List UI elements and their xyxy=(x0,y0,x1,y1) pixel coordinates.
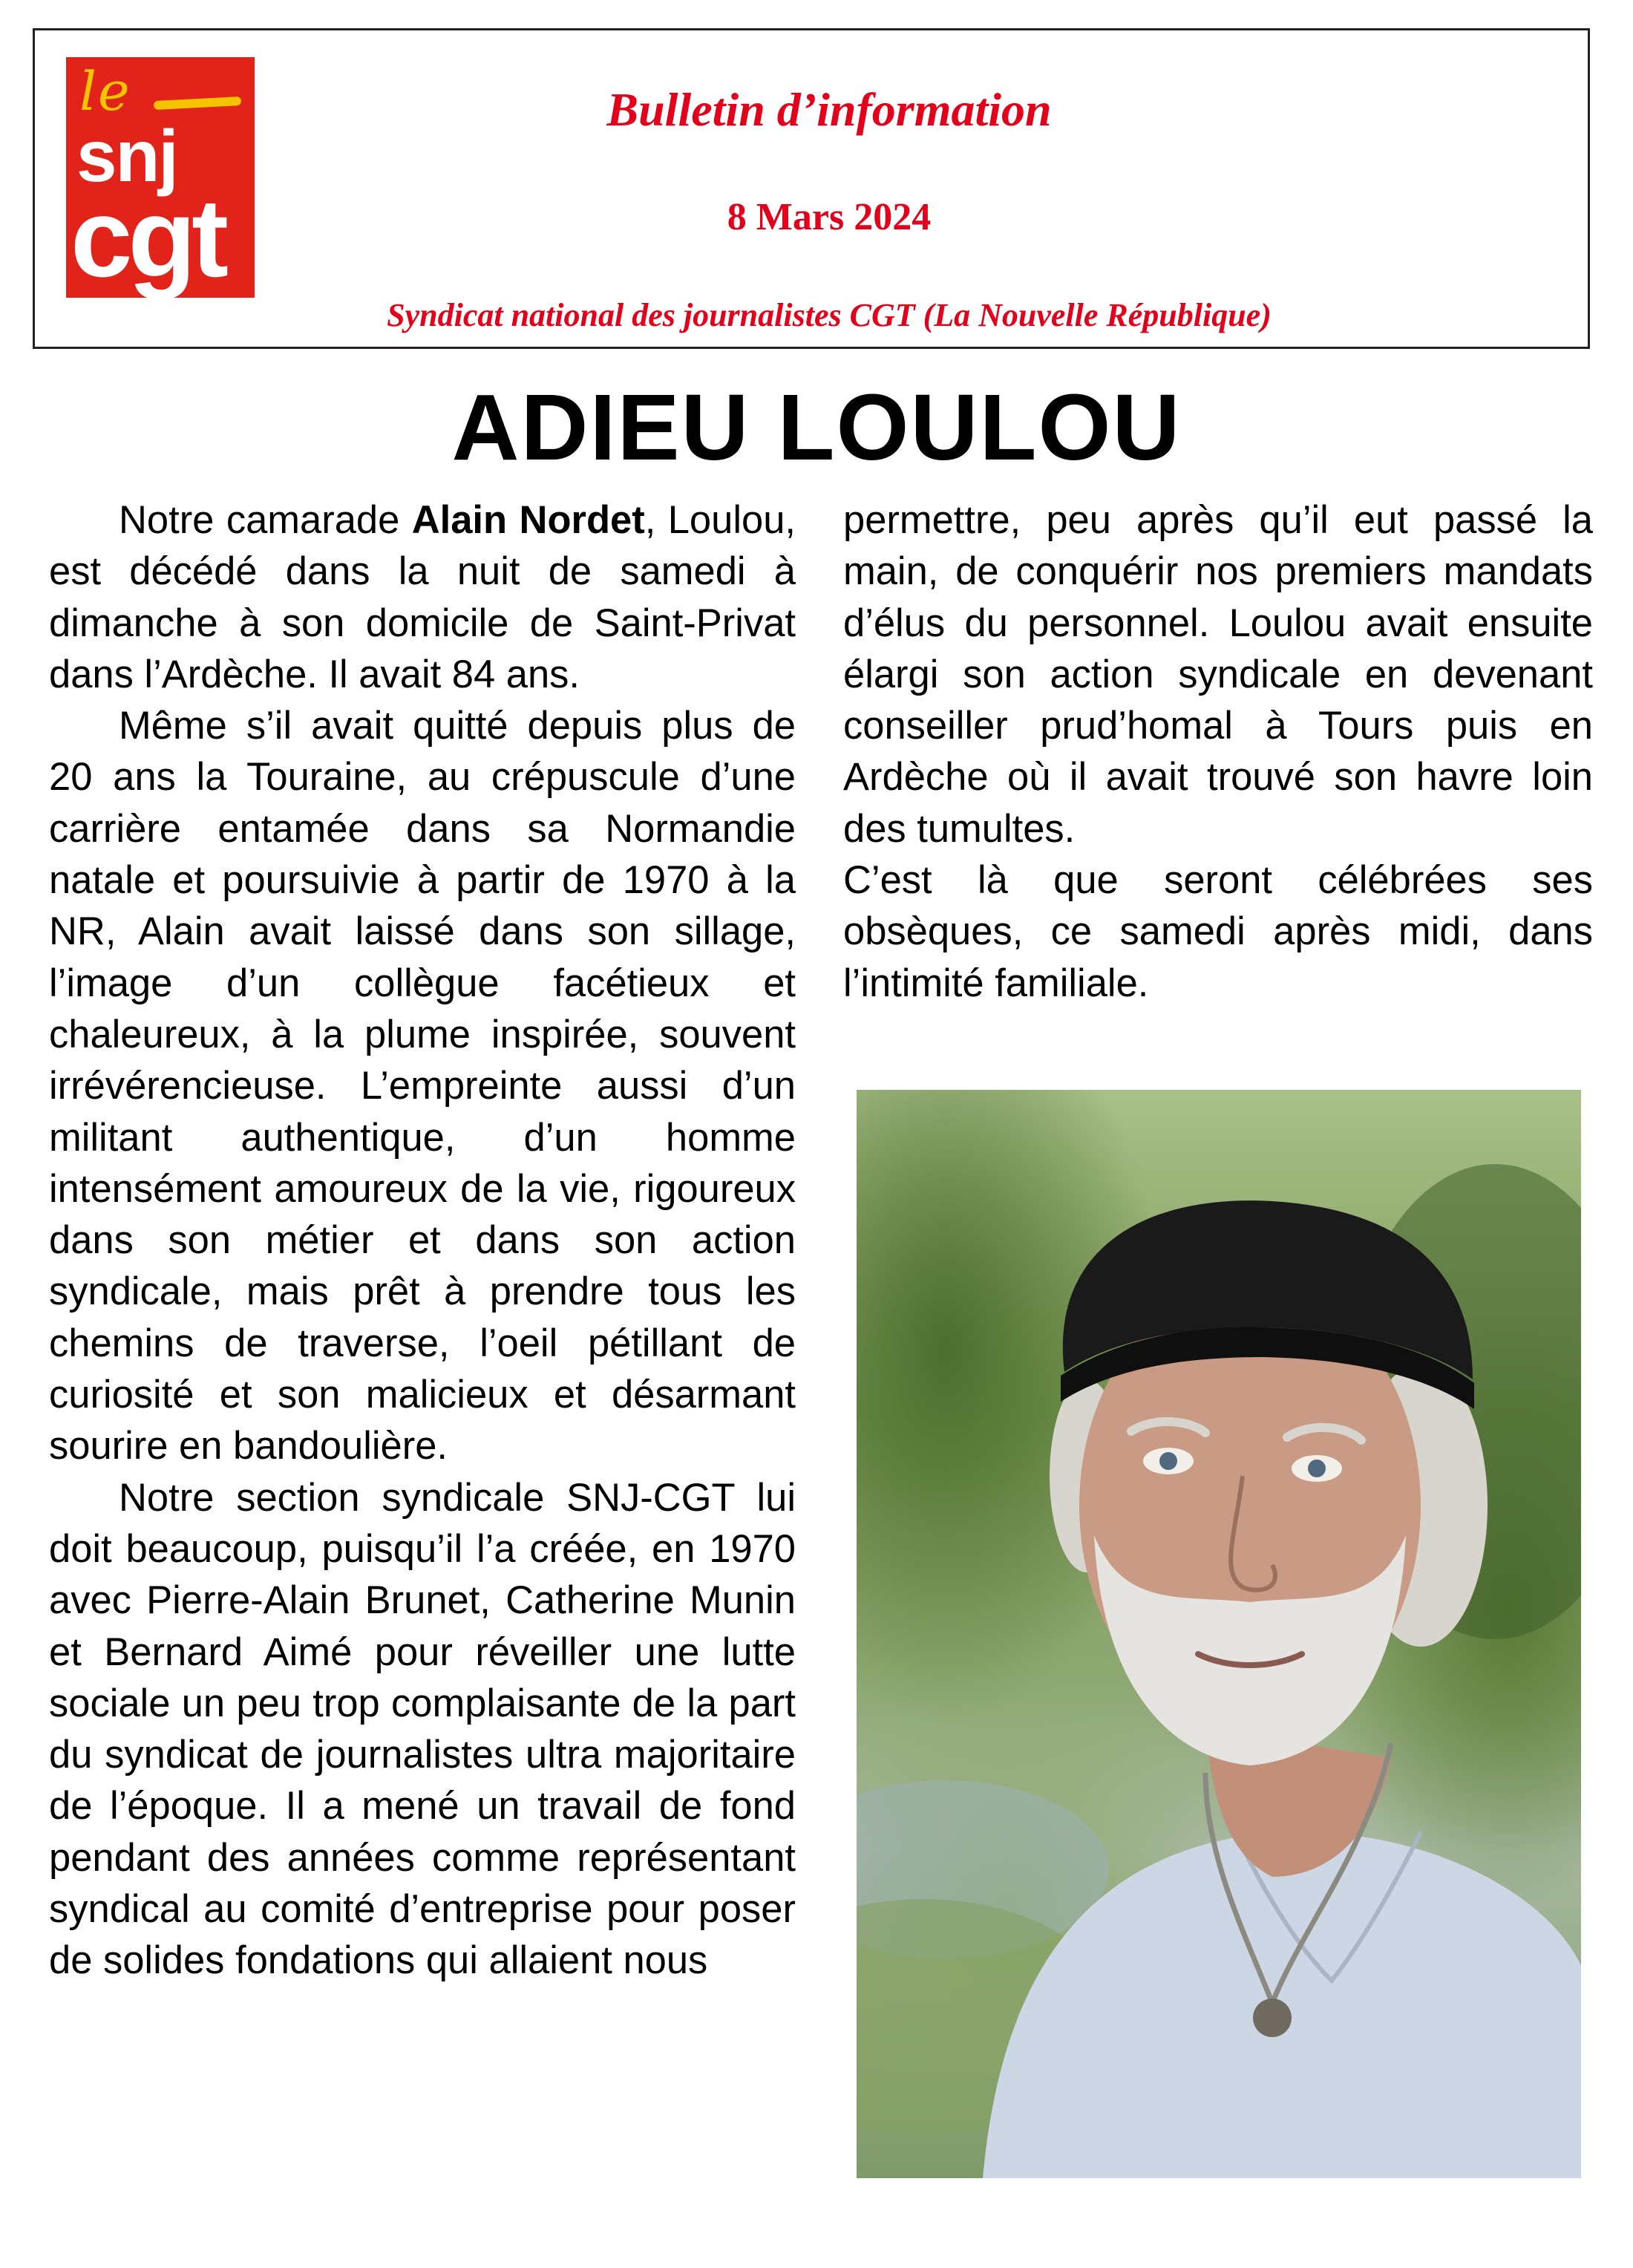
paragraph-union: Notre section syndicale SNJ-CGT lui doit beaucoup, puisqu’il l’a créée, en 1970 avec Pierre-Alain Brunet, Catherine Munin et Bernard Aimé pour réveiller une lutte sociale un peu trop complaisante de la part du syndicat de journalistes ultra majoritaire de l’époque. Il a mené un travail de fond pendant des années comme représentant syndical au comité d’entreprise pour poser de solides fondations qui allaient nous xyxy=(49,1475,796,1983)
portrait-illustration xyxy=(857,1090,1581,2178)
intro-rest: , Loulou, est décédé dans la nuit de samedi à dimanche à son domicile de Saint-Privat dans l’Ardèche. Il avait 84 ans. xyxy=(49,498,796,696)
snj-cgt-logo xyxy=(66,57,255,298)
organization-name: Syndicat national des journalistes CGT (La Nouvelle République) xyxy=(387,297,1272,333)
intro-text: Notre camarade xyxy=(119,498,412,542)
bulletin-date: 8 Mars 2024 xyxy=(727,196,932,238)
logo-snj-text: snj xyxy=(76,115,177,197)
paragraph-funeral: C’est là que seront célébrées ses obsèques, ce samedi après midi, dans l’intimité familiale. xyxy=(843,858,1593,1005)
logo-cgt-text: cgt xyxy=(71,175,224,300)
paragraph-intro xyxy=(49,494,796,700)
paragraph-continuation: permettre, peu après qu’il eut passé la main, de conquérir nos premiers mandats d’élus du personnel. Loulou avait ensuite élargi son action syndicale en devenant conseiller prud’homal à Tours puis en Ardèche où il avait trouvé son havre loin des tumultes. xyxy=(843,498,1593,851)
header-box xyxy=(33,28,1590,349)
article-headline: ADIEU LOULOU xyxy=(451,375,1182,480)
person-name: Alain Nordet xyxy=(411,498,645,542)
bulletin-title: Bulletin d’information xyxy=(606,83,1052,136)
paragraph-career: Même s’il avait quitté depuis plus de 20 ans la Touraine, au crépuscule d’une carrière entamée dans sa Normandie natale et poursuivie à partir de 1970 à la NR, Alain avait laissé dans son sillage, l’image d’un collègue facétieux et chaleureux, à la plume inspirée, souvent irrévérencieuse. L’empreinte aussi d’un militant authentique, d’un homme intensément amoureux de la vie, rigoureux dans son métier et dans son action syndicale, mais prêt à prendre tous les chemins de traverse, l’oeil pétillant de curiosité et son malicieux et désarmant sourire en bandoulière. xyxy=(49,704,796,1468)
article-column-right xyxy=(843,494,1593,1009)
portrait-photo xyxy=(857,1090,1581,2178)
logo-swoosh xyxy=(154,97,241,110)
article-column-left xyxy=(49,494,796,1987)
logo-le-text: le xyxy=(79,60,131,122)
